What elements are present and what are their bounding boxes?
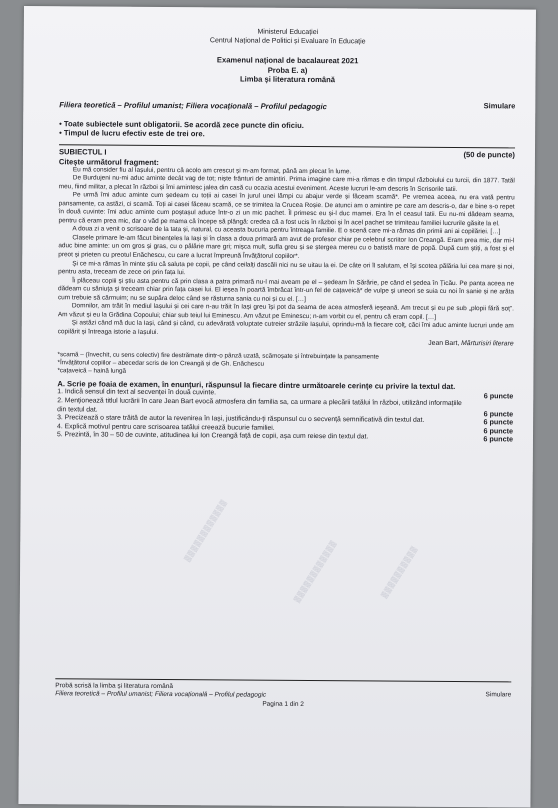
footnotes bbox=[57, 352, 513, 379]
filiera-line: Filiera teoretică – Profilul umanist; Filiera vocațională – Profilul pedagogic bbox=[59, 99, 327, 111]
center-name: Centrul Național de Politici și Evaluare în Educație bbox=[209, 37, 366, 46]
paragraph: Îi plăceau copiii și știu asta pentru că prin clasa a patra primară nu-l mai aveam pe el – ședeam în Sărărie, pe când el ședea în Țicău. Pe panta aceea ne dădeam cu săniuța și treceam chiar prin fața casei lui. El ieșea în poartă îmbrăcat într-un fel de cațaveică* de vulpe și uneori se suia cu noi în sanie și ne arăta cum trebuie să cârmuim; nu se supăra deloc când se răsturna sania cu noi și cu el. […] bbox=[57, 276, 515, 303]
watermark-stamp: ▒▒▒▒▒▒▒▒▒▒ bbox=[380, 545, 419, 600]
ministry-name: Ministerul Educației bbox=[257, 28, 319, 37]
task-text: 1. Indică sensul din text al secvenței în două cuvinte. bbox=[57, 388, 217, 397]
task-points: 6 puncte bbox=[483, 408, 514, 418]
task-intro: A. Scrie pe foaia de examen, în enunțuri, răspunsul la fiecare dintre următoarele cerințe cu privire la textul dat. bbox=[57, 379, 456, 391]
task-points: 6 puncte bbox=[483, 391, 514, 401]
paragraph: Și ce mi-a rămas în minte știu că saluta pe copii, pe când ceilalți dascăli nici nu se uitau la ei. De câte ori îl salutam, el își scotea pălăria lui cea mare și noi, pentru asta, treceam de zece ori prin fața lui. bbox=[58, 259, 515, 277]
task-text: 4. Explică motivul pentru care scrisoarea tatălui creează bucurie familiei. bbox=[57, 422, 275, 432]
task-list bbox=[57, 389, 513, 444]
paragraph: Și astăzi când mă duc la Iași, când și când, cu adevărată voluptate cutreier străzile Iașului, oprindu-mă la fiecare colț, căci îmi aduc aminte lucruri unde am copilărit și întreaga istorie a Iașului. bbox=[57, 319, 514, 336]
watermark-stamp: ▒▒▒▒▒▒▒▒▒▒▒▒ bbox=[183, 498, 229, 563]
page-footer bbox=[55, 678, 511, 710]
task-text: 3. Precizează o stare trăită de autor la revenirea în Iași, justificându-ți răspunsul cu o secvență semnificativă din textul dat. bbox=[57, 414, 425, 424]
paragraph: Pe urmă îmi aduc aminte cum ședeam cu toții ai casei în jurul unei lămpi cu abajur verde și făceam scamă*. Pe vremea aceea, nu era vată pentru pansamente, ca astăzi, ci scamă. Toți ai casei făceau scamă, ce se trimitea la Crucea Roșie. De atunci am o amintire pe care am descris-o, dar e bine s-o repet în două cuvinte: îmi aduc aminte cum poștașul aduce într-o zi un mic pachet. Îl primesc eu și-l duc mamei. Era în el ceasul tatii. Eu nu-mi dădeam seama, pentru că eram prea mic, dar o văd pe mama că începe să plângă: credea că a fost ucis în război și în acel pachet se trimiteau familiei lucrurile găsite la el. bbox=[58, 191, 515, 228]
author-attribution bbox=[58, 337, 514, 349]
paragraph: A doua zi a venit o scrisoare de la tata și, natural, cu aceasta bucuria pentru întreaga familie. E o scenă care mi-a rămas din primii ani ai copilăriei. […] bbox=[72, 225, 501, 236]
footer-line: Filiera teoretică – Profilul umanist; Filiera vocațională – Profilul pedagogic bbox=[55, 690, 267, 700]
footnote: *Învățătorul copiilor – abecedar scris de Ion Creangă și de Gh. Enăchescu bbox=[57, 359, 265, 368]
fragment-text bbox=[58, 166, 515, 340]
subiect-points: (50 de puncte) bbox=[463, 149, 516, 159]
subject-name: Limba și literatura română bbox=[239, 74, 335, 85]
page-number: Pagina 1 din 2 bbox=[262, 700, 304, 708]
paragraph: Clasele primare le-am făcut binențeles la Iași și în clasa a doua primară am avut de profesor chiar pe celebrul scriitor Ion Creangă. Eram prea mic, dar mi-l aduc bine aminte: un om gros și gras, cu o pălărie mare gri; mișca mult, sufla greu și se ștergea mereu cu o batistă mare de popă. După cum știți, a fost și el preot și prieten cu preotul Enăchescu, cu care a lucrat împreună Învățătorul copiilor*. bbox=[58, 234, 515, 260]
ministry-header bbox=[60, 26, 516, 47]
proba-name: Proba E. a) bbox=[267, 65, 308, 75]
paper-content bbox=[57, 26, 516, 443]
footer-simulare: Simulare bbox=[485, 691, 512, 699]
paragraph: Domnilor, am trăit în mediul lașului și cei care n-au trăit în Iași greu își pot da seama de acea atmosferă ieșeană. Am trecut și eu pe sub „plopii fără soț”. Am văzut și eu la Grădina Copoului; chiar sub teiul lui Eminescu. Am văzut pe Eminescu; n-am vorbit cu el, pentru că eram copil. […] bbox=[57, 302, 514, 321]
footer-line: Probă scrisă la limba și literatura română bbox=[55, 682, 174, 691]
task-text: 5. Prezintă, în 30 – 50 de cuvinte, atitudinea lui Ion Creangă față de copii, așa cum reiese din textul dat. bbox=[56, 431, 369, 441]
exam-name: Examenul național de bacalaureat 2021 bbox=[216, 55, 359, 66]
paragraph: De Burdujeni nu-mi aduc aminte decât vag de tot; niște frânturi de amintiri. Prima imagine care mi-a rămas e din timpul războiului cu turcii, din 1877. Tatăl meu, fiind militar, a plecat în război și îmi amintesc jalea din casă cu ocazia acestui eveniment. Aceste lucruri le-am descris în Scrisorile tatii. bbox=[58, 174, 515, 193]
work-title: Mărturisiri literare bbox=[461, 340, 514, 348]
instruction-bullet: • Toate subiectele sunt obligatorii. Se acordă zece puncte din oficiu. bbox=[59, 118, 304, 130]
author-name: Jean Bart, bbox=[428, 340, 460, 348]
footnote: *cațaveică – haină lungă bbox=[57, 367, 127, 375]
watermark-stamp: ▒▒▒▒▒▒▒▒▒▒▒▒ bbox=[293, 539, 338, 604]
simulare-label: Simulare bbox=[483, 101, 516, 111]
instruction-bullet: • Timpul de lucru efectiv este de trei ore. bbox=[59, 128, 205, 139]
reading-instruction: Citește următorul fragment: bbox=[58, 156, 159, 167]
footnote: *scamă – (învechit, cu sens colectiv) fire destrămate dintr-o pânză uzată, scămoșate și întrebuințate la pansamente bbox=[57, 351, 379, 361]
task-points: 6 puncte bbox=[483, 425, 514, 436]
paragraph: Eu mă consider fiu al Iașului, pentru că acolo am crescut și m-am format, până am plecat în lume. bbox=[72, 165, 352, 175]
exam-title bbox=[59, 54, 515, 86]
instructions-list bbox=[59, 119, 515, 141]
task-item bbox=[57, 432, 513, 444]
subiect-label: SUBIECTUL I bbox=[58, 146, 107, 157]
task-points: 6 puncte bbox=[483, 417, 514, 427]
task-text: 2. Menționează titlul lucrării în care Jean Bart evocă atmosfera din familia sa, ca urmare a plecării tatălui în război, utilizând informațiile din textul dat. bbox=[57, 397, 462, 414]
task-points: 6 puncte bbox=[483, 434, 514, 444]
exam-paper bbox=[18, 6, 536, 808]
